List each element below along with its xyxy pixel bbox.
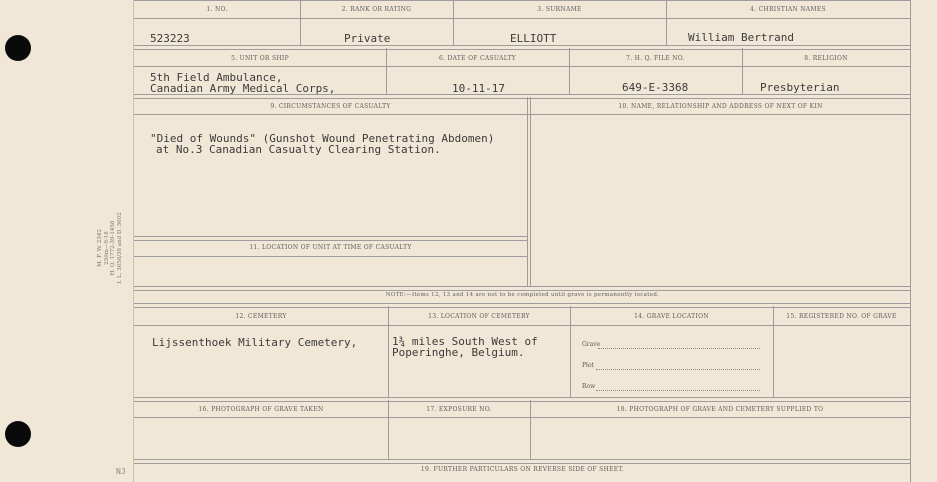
value-religion: Presbyterian <box>760 81 840 94</box>
rule-vertical <box>530 97 531 287</box>
value-location-cemetery-line2: Poperinghe, Belgium. <box>392 346 525 359</box>
header-grave-location: 14. GRAVE LOCATION <box>634 313 709 320</box>
value-date: 10-11-17 <box>452 82 505 95</box>
header-circumstances: 9. CIRCUMSTANCES OF CASUALTY <box>270 103 391 110</box>
rule-double <box>134 45 911 50</box>
rule <box>134 417 911 418</box>
value-christian-names: William Bertrand <box>688 31 794 44</box>
punch-hole-top <box>5 35 31 61</box>
punch-hole-bottom <box>5 421 31 447</box>
header-location-unit: 11. LOCATION OF UNIT AT TIME OF CASUALTY <box>249 244 412 251</box>
header-religion: 8. RELIGION <box>804 55 848 62</box>
rule <box>134 114 911 115</box>
header-registered-no: 15. REGISTERED NO. OF GRAVE <box>786 313 897 320</box>
row-field-label: Row <box>582 383 596 390</box>
value-file-no: 649-E-3368 <box>622 81 689 94</box>
rule <box>134 325 911 326</box>
side-print-line: I. L. 3658/38 and D. 3602 <box>116 212 123 284</box>
side-print-line: M. F. W. 2342 <box>97 229 103 267</box>
rule-vertical-right <box>910 0 911 482</box>
footer-further-particulars: 19. FURTHER PARTICULARS ON REVERSE SIDE OF SHEET. <box>420 466 625 473</box>
rule-double <box>134 236 528 241</box>
value-circumstances-line2: at No.3 Canadian Casualty Clearing Station. <box>156 143 441 156</box>
rule <box>134 0 911 1</box>
value-unit-line2: Canadian Army Medical Corps, <box>150 82 336 95</box>
note-text: NOTE:—Items 12, 13 and 14 are not to be completed until grave is permanently located. <box>385 292 660 298</box>
header-date: 6. DATE OF CASUALTY <box>438 55 517 62</box>
value-cemetery: Lijssenthoek Military Cemetery, <box>152 336 358 349</box>
plot-field-line <box>596 369 760 370</box>
header-next-of-kin: 10. NAME, RELATIONSHIP AND ADDRESS OF NEXT OF KIN <box>618 103 823 110</box>
header-rank: 2. RANK OR RATING <box>341 6 412 13</box>
grave-field-line <box>598 348 760 349</box>
corner-code: NJ <box>116 467 126 476</box>
header-photo-supplied: 18. PHOTOGRAPH OF GRAVE AND CEMETERY SUPPLIED TO <box>616 406 824 413</box>
header-unit: 5. UNIT OR SHIP <box>231 55 289 62</box>
rule-double <box>134 397 911 402</box>
rule-vertical <box>527 97 528 287</box>
value-location-cemetery-line1: 1¾ miles South West of <box>392 335 538 348</box>
value-rank: Private <box>344 32 391 45</box>
side-print-line: H. Q. 1772-39-1458 <box>110 220 116 276</box>
header-file-no: 7. H. Q. FILE NO. <box>626 55 685 62</box>
rule <box>134 256 528 257</box>
header-surname: 3. SURNAME <box>537 6 582 13</box>
header-no: 1. NO. <box>206 6 228 13</box>
side-print-reference <box>97 212 123 283</box>
rule-double <box>134 286 911 291</box>
rule <box>134 66 911 67</box>
header-christian-names: 4. CHRISTIAN NAMES <box>750 6 826 13</box>
value-unit-line1: 5th Field Ambulance, <box>150 71 283 84</box>
header-photo-grave: 16. PHOTOGRAPH OF GRAVE TAKEN <box>198 406 324 413</box>
header-location-cemetery: 13. LOCATION OF CEMETERY <box>428 313 530 320</box>
value-circumstances-line1: "Died of Wounds" (Gunshot Wound Penetrating Abdomen) <box>150 132 495 145</box>
header-cemetery: 12. CEMETERY <box>235 313 287 320</box>
grave-field-label: Grave <box>582 341 601 348</box>
rule-double <box>134 459 911 464</box>
rule <box>134 18 911 19</box>
plot-field-label: Plot <box>582 362 594 369</box>
value-surname: ELLIOTT <box>510 32 557 45</box>
row-field-line <box>596 390 760 391</box>
value-no: 523223 <box>150 32 190 45</box>
rule-double <box>134 303 911 308</box>
side-print-line: 250m—9-18 <box>103 231 110 265</box>
header-exposure: 17. EXPOSURE NO. <box>426 406 492 413</box>
